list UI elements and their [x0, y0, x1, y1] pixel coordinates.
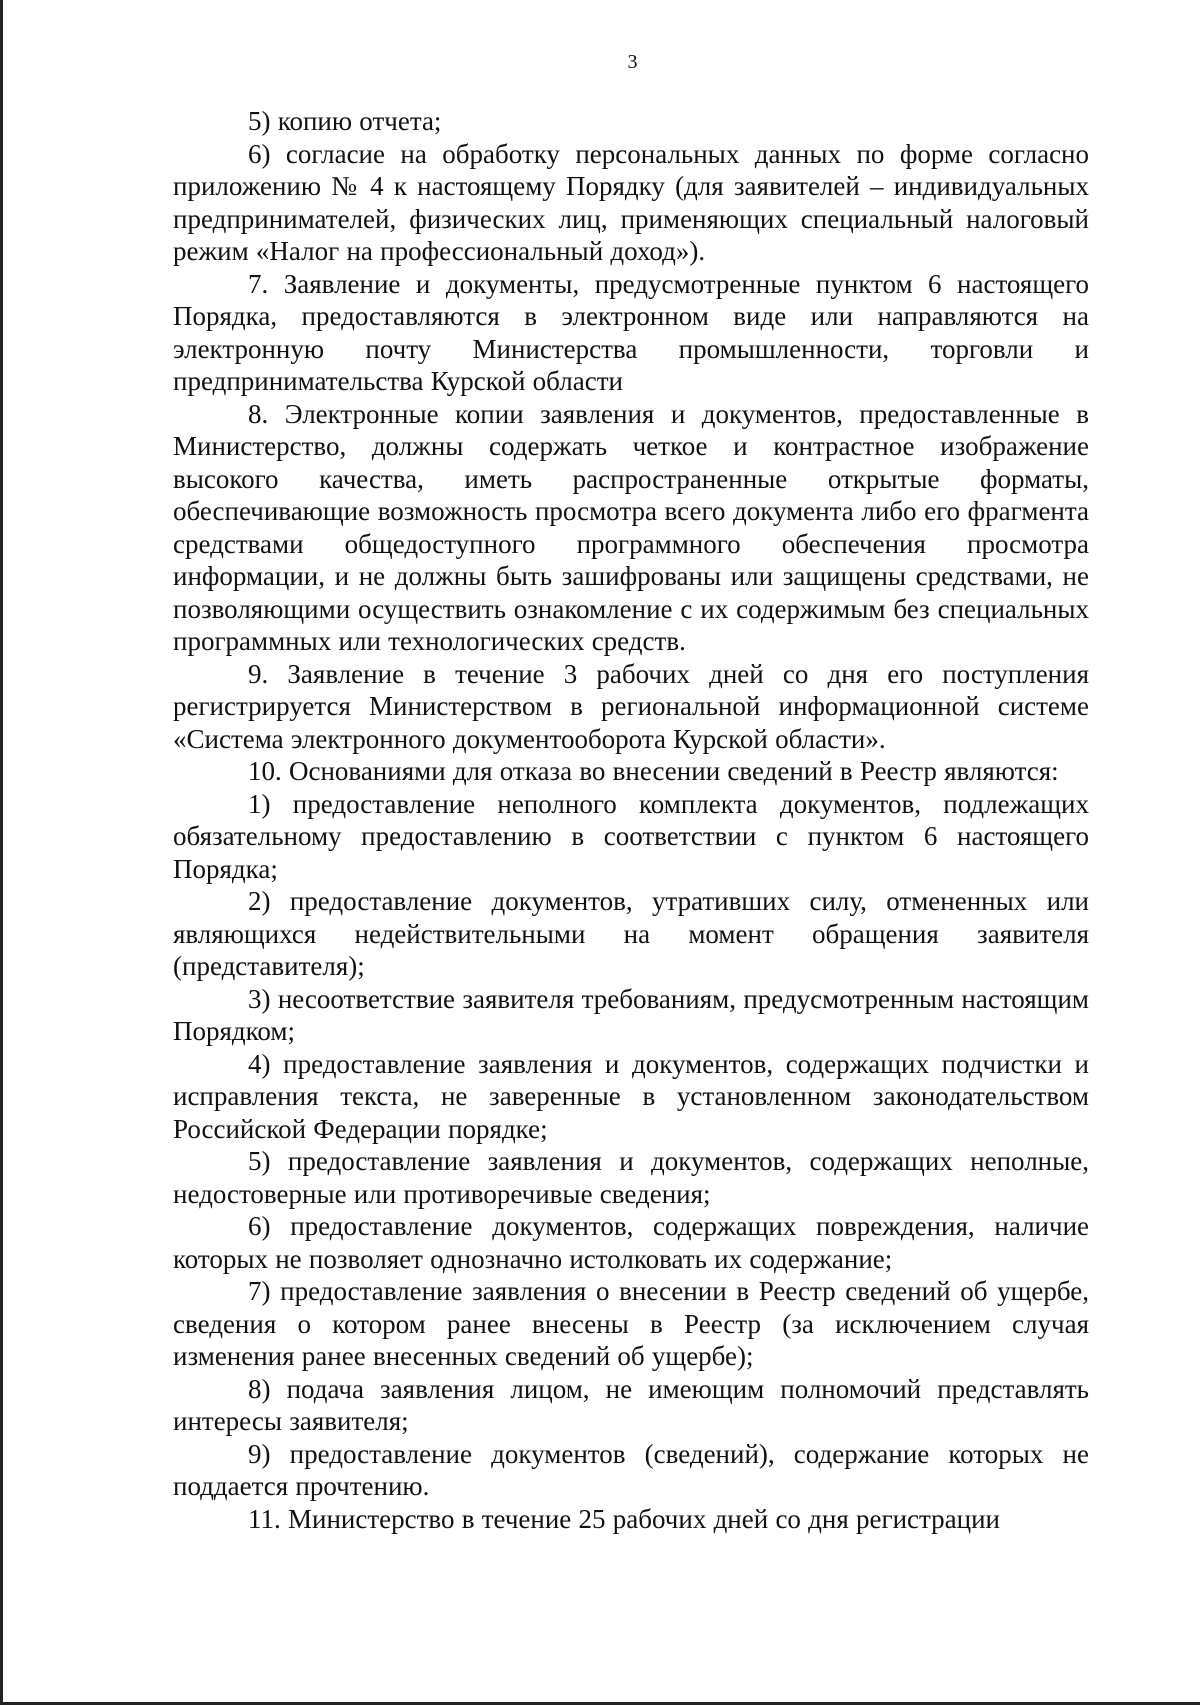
paragraph-refusal-5: 5) предоставление заявления и документов, содержащих неполные, недостоверные или противоречивые сведения;: [173, 1146, 1089, 1209]
scan-left-edge: [0, 0, 3, 1705]
paragraph-clause-11: 11. Министерство в течение 25 рабочих дней со дня регистрации: [248, 1503, 1000, 1534]
paragraph-refusal-6: 6) предоставление документов, содержащих повреждения, наличие которых не позволяет однозначно истолковать их содержание;: [173, 1211, 1089, 1274]
paragraph-clause-9: 9. Заявление в течение 3 рабочих дней со дня его поступления регистрируется Министерством в региональной информационной системе «Система электронного документооборота Курской области».: [173, 658, 1089, 754]
paragraph-refusal-1: 1) предоставление неполного комплекта документов, подлежащих обязательному предоставлению в соответствии с пунктом 6 настоящего Порядка;: [173, 788, 1089, 884]
paragraph-refusal-8: 8) подача заявления лицом, не имеющим полномочий представлять интересы заявителя;: [173, 1373, 1089, 1436]
paragraph-refusal-7: 7) предоставление заявления о внесении в Реестр сведений об ущербе, сведения о котором ранее внесены в Реестр (за исключением случая изменения ранее внесенных сведений об ущербе);: [173, 1276, 1089, 1371]
paragraph-refusal-9: 9) предоставление документов (сведений), содержание которых не поддается прочтению.: [173, 1438, 1089, 1501]
paragraph-refusal-3: 3) несоответствие заявителя требованиям, предусмотренным настоящим Порядком;: [173, 983, 1089, 1046]
paragraph-clause-7: 7. Заявление и документы, предусмотренные пунктом 6 настоящего Порядка, предоставляются в электронном виде или направляются на электронную почту Министерства промышленности, торговли и предпринимательства Курской области: [173, 268, 1089, 396]
paragraph-refusal-2: 2) предоставление документов, утративших силу, отмененных или являющихся недействительными на момент обращения заявителя (представителя);: [173, 886, 1089, 981]
paragraph-clause-8: 8. Электронные копии заявления и документов, предоставленные в Министерство, должны содержать четкое и контрастное изображение высокого качества, иметь распространенные открытые форматы, обеспечивающие возможность просмотра всего документа либо его фрагмента средствами общедоступного программного обеспечения просмотра информации, и не должны быть зашифрованы или защищены средствами, не позволяющими осуществить ознакомление с их содержимым без специальных программных или технологических средств.: [173, 398, 1089, 656]
paragraph-item-6-consent: 6) согласие на обработку персональных данных по форме согласно приложению № 4 к настоящему Порядку (для заявителей – индивидуальных предпринимателей, физических лиц, применяющих специальный налоговый режим «Налог на профессиональный доход»).: [173, 138, 1089, 266]
paragraph-item-5-report-copy: 5) копию отчета;: [248, 106, 442, 136]
page-number: 3: [627, 51, 638, 73]
paragraph-refusal-4: 4) предоставление заявления и документов, содержащих подчистки и исправления текста, не заверенные в установленном законодательством Российской Федерации порядке;: [173, 1048, 1089, 1144]
paragraph-clause-10: 10. Основаниями для отказа во внесении сведений в Реестр являются:: [248, 756, 1059, 786]
document-body: [173, 105, 1089, 1535]
